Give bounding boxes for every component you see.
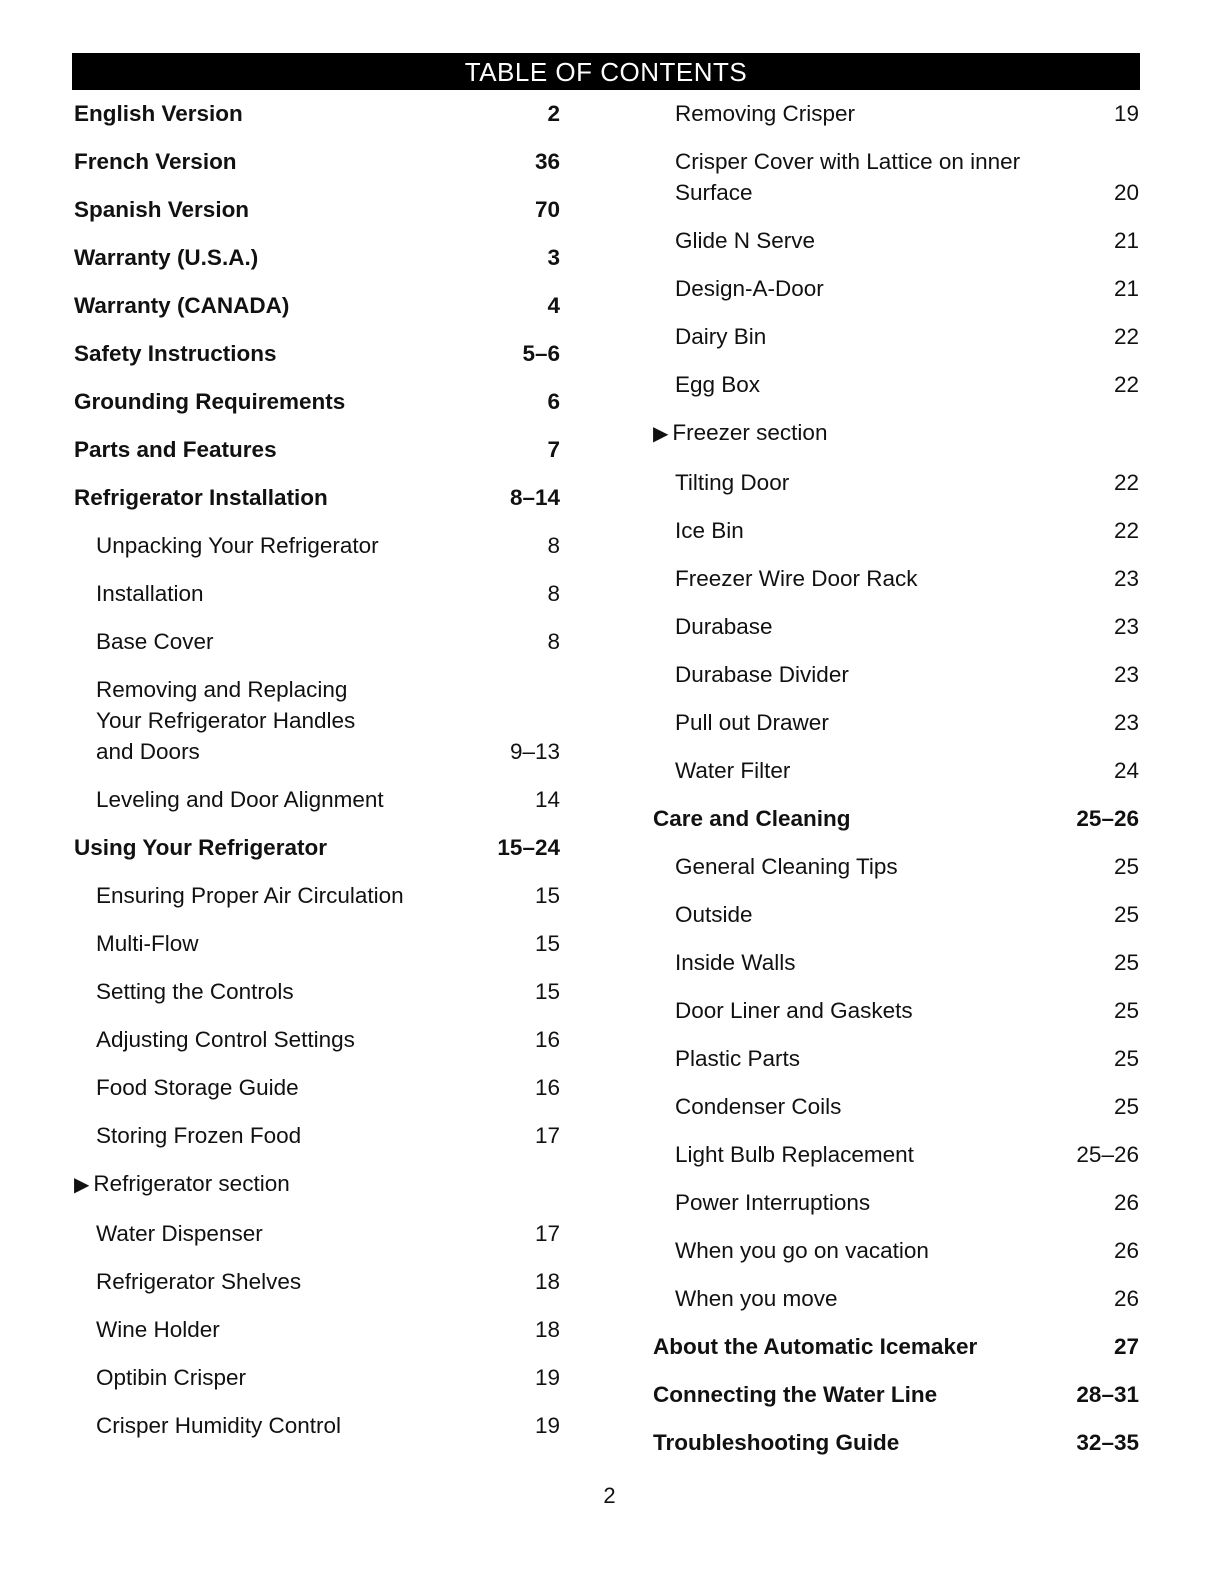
toc-entry-page: 26 <box>1113 1238 1139 1263</box>
toc-entry <box>74 578 560 609</box>
toc-entry-text: Ice Bin <box>675 518 744 543</box>
toc-entry-text: Using Your Refrigerator <box>74 835 327 860</box>
toc-entry-page: 25 <box>1113 854 1139 879</box>
toc-entry-page: 70 <box>534 197 560 222</box>
toc-entry-page: 4 <box>547 293 560 318</box>
toc-entry-page: 21 <box>1113 228 1139 253</box>
toc-entry-page: 27 <box>1113 1334 1139 1359</box>
toc-entry-page: 20 <box>1113 180 1139 205</box>
toc-entry-label <box>653 1331 1139 1362</box>
toc-entry-label <box>74 530 560 561</box>
toc-entry-text: Inside Walls <box>675 950 796 975</box>
toc-entry-label <box>653 273 1139 304</box>
toc-entry <box>74 338 560 369</box>
toc-entry-label <box>74 1168 560 1201</box>
toc-entry <box>653 851 1139 882</box>
toc-entry-label <box>74 976 560 1007</box>
toc-entry-page: 28–31 <box>1076 1382 1139 1407</box>
toc-entry-text: Storing Frozen Food <box>96 1123 302 1148</box>
toc-entry-page: 26 <box>1113 1190 1139 1215</box>
toc-entry-page: 15 <box>534 883 560 908</box>
toc-entry-page: 14 <box>534 787 560 812</box>
toc-entry-label <box>653 98 1139 129</box>
toc-entry-page: 18 <box>534 1269 560 1294</box>
toc-entry-text: Removing and Replacing Your Refrigerator Handles and Doors <box>96 677 356 764</box>
toc-entry-text: Setting the Controls <box>96 979 294 1004</box>
toc-entry-page: 23 <box>1113 662 1139 687</box>
toc-entry <box>653 146 1139 208</box>
toc-entry-label <box>74 1266 560 1297</box>
toc-entry-text: Door Liner and Gaskets <box>675 998 913 1023</box>
toc-entry-page: 21 <box>1113 276 1139 301</box>
toc-entry-page: 23 <box>1113 614 1139 639</box>
toc-entry-text: Condenser Coils <box>675 1094 842 1119</box>
toc-entry-page: 5–6 <box>522 341 560 366</box>
toc-entry-page: 15–24 <box>497 835 560 860</box>
toc-entry-text: Tilting Door <box>675 470 790 495</box>
toc-entry <box>74 832 560 863</box>
toc-entry <box>653 1235 1139 1266</box>
toc-entry-text: Refrigerator Installation <box>74 485 328 510</box>
toc-entry-page: 2 <box>547 101 560 126</box>
toc-entry-text: Light Bulb Replacement <box>675 1142 914 1167</box>
toc-entry-page: 25 <box>1113 902 1139 927</box>
toc-entry <box>653 755 1139 786</box>
toc-title: TABLE OF CONTENTS <box>464 57 748 87</box>
toc-entry-text: Pull out Drawer <box>675 710 829 735</box>
toc-entry-text: Refrigerator Shelves <box>96 1269 302 1294</box>
toc-entry-label <box>653 803 1139 834</box>
toc-entry-text: Food Storage Guide <box>96 1075 299 1100</box>
toc-entry <box>653 98 1139 129</box>
toc-entry-label <box>74 674 560 767</box>
toc-entry <box>74 674 560 767</box>
toc-entry-label <box>74 1024 560 1055</box>
toc-entry-label <box>653 417 1139 450</box>
toc-entry-page: 19 <box>534 1413 560 1438</box>
toc-entry-text: Unpacking Your Refrigerator <box>96 533 379 558</box>
toc-entry <box>653 369 1139 400</box>
toc-entry-label <box>74 832 560 863</box>
toc-entry <box>653 1043 1139 1074</box>
toc-entry-text: When you go on vacation <box>675 1238 929 1263</box>
toc-entry-text: Ensuring Proper Air Circulation <box>96 883 404 908</box>
toc-entry-page: 8–14 <box>509 485 560 510</box>
triangle-right-icon: ▶ <box>653 423 669 445</box>
toc-entry-label <box>74 482 560 513</box>
toc-entry <box>74 98 560 129</box>
toc-entry-page: 23 <box>1113 710 1139 735</box>
toc-entry-label <box>653 1091 1139 1122</box>
toc-entry-text: Removing Crisper <box>675 101 856 126</box>
toc-entry <box>653 515 1139 546</box>
toc-entry-label <box>653 1427 1139 1458</box>
toc-entry-label <box>74 386 560 417</box>
toc-entry-page: 9–13 <box>509 739 560 764</box>
toc-entry <box>653 225 1139 256</box>
toc-entry <box>653 321 1139 352</box>
toc-entry-page: 32–35 <box>1076 1430 1139 1455</box>
toc-entry-label <box>74 1218 560 1249</box>
toc-entry-label <box>653 369 1139 400</box>
toc-entry-text: Design-A-Door <box>675 276 824 301</box>
toc-entry-label <box>653 659 1139 690</box>
toc-entry-text: About the Automatic Icemaker <box>653 1334 978 1359</box>
toc-entry-text: Installation <box>96 581 204 606</box>
toc-entry-text: Freezer section <box>672 420 828 445</box>
toc-entry-page: 3 <box>547 245 560 270</box>
toc-entry <box>74 928 560 959</box>
toc-right-column <box>653 98 1139 1458</box>
toc-entry-page: 19 <box>1113 101 1139 126</box>
toc-entry-text: Optibin Crisper <box>96 1365 247 1390</box>
toc-entry <box>74 434 560 465</box>
toc-entry-page: 22 <box>1113 470 1139 495</box>
toc-entry-text: Crisper Cover with Lattice on inner Surface <box>675 149 1021 205</box>
toc-entry <box>74 976 560 1007</box>
toc-entry-label <box>653 1235 1139 1266</box>
toc-entry <box>74 1410 560 1441</box>
toc-entry-text: Water Dispenser <box>96 1221 263 1246</box>
toc-entry <box>653 659 1139 690</box>
toc-entry-text: Durabase <box>675 614 773 639</box>
toc-entry-label <box>74 626 560 657</box>
toc-entry <box>74 146 560 177</box>
toc-entry <box>74 242 560 273</box>
toc-entry <box>74 1362 560 1393</box>
toc-entry <box>653 707 1139 738</box>
toc-entry-label <box>653 1139 1139 1170</box>
toc-entry-label <box>653 707 1139 738</box>
toc-left-column <box>74 98 560 1441</box>
toc-entry-text: Multi-Flow <box>96 931 199 956</box>
toc-entry-text: Warranty (U.S.A.) <box>74 245 259 270</box>
toc-entry-page: 25 <box>1113 998 1139 1023</box>
toc-entry-page: 22 <box>1113 518 1139 543</box>
toc-entry-label <box>653 995 1139 1026</box>
toc-entry-page: 26 <box>1113 1286 1139 1311</box>
toc-entry <box>74 880 560 911</box>
toc-entry <box>653 611 1139 642</box>
toc-entry-text: Crisper Humidity Control <box>96 1413 342 1438</box>
toc-entry-label <box>74 194 560 225</box>
toc-entry <box>653 467 1139 498</box>
toc-entry-label <box>653 755 1139 786</box>
toc-entry <box>653 1187 1139 1218</box>
toc-entry <box>653 947 1139 978</box>
toc-entry-text: French Version <box>74 149 237 174</box>
toc-entry-label <box>74 98 560 129</box>
toc-entry-text: Egg Box <box>675 372 761 397</box>
toc-entry <box>74 1218 560 1249</box>
toc-entry-page: 25 <box>1113 1046 1139 1071</box>
toc-entry-page: 25 <box>1113 950 1139 975</box>
toc-entry-page: 16 <box>534 1075 560 1100</box>
toc-entry-label <box>653 899 1139 930</box>
toc-entry-text: Base Cover <box>96 629 214 654</box>
toc-entry <box>653 803 1139 834</box>
toc-entry <box>74 290 560 321</box>
toc-entry-label <box>74 1072 560 1103</box>
toc-entry-label <box>74 434 560 465</box>
toc-entry-text: Power Interruptions <box>675 1190 871 1215</box>
toc-entry <box>74 1266 560 1297</box>
toc-entry-text: Safety Instructions <box>74 341 277 366</box>
toc-entry-label <box>653 1187 1139 1218</box>
toc-entry-label <box>74 1362 560 1393</box>
toc-entry-label <box>653 611 1139 642</box>
toc-entry-page: 16 <box>534 1027 560 1052</box>
toc-entry-text: Refrigerator section <box>93 1171 290 1196</box>
toc-entry <box>653 1139 1139 1170</box>
toc-entry-text: Troubleshooting Guide <box>653 1430 900 1455</box>
toc-entry-label <box>74 928 560 959</box>
toc-entry-text: Outside <box>675 902 753 927</box>
toc-entry <box>74 1168 560 1201</box>
toc-entry <box>653 563 1139 594</box>
toc-entry-label <box>653 1283 1139 1314</box>
toc-entry-text: Leveling and Door Alignment <box>96 787 384 812</box>
toc-entry-text: Connecting the Water Line <box>653 1382 938 1407</box>
toc-entry-text: Parts and Features <box>74 437 277 462</box>
toc-entry <box>653 899 1139 930</box>
toc-entry-page: 8 <box>547 581 560 606</box>
toc-entry-page: 25–26 <box>1076 806 1139 831</box>
toc-entry-text: Plastic Parts <box>675 1046 801 1071</box>
toc-entry-text: Water Filter <box>675 758 791 783</box>
toc-entry <box>653 1091 1139 1122</box>
toc-entry <box>74 482 560 513</box>
toc-entry-text: Grounding Requirements <box>74 389 346 414</box>
toc-entry-page: 22 <box>1113 324 1139 349</box>
toc-entry-page: 7 <box>547 437 560 462</box>
toc-entry-label <box>653 563 1139 594</box>
toc-entry-text: Adjusting Control Settings <box>96 1027 355 1052</box>
toc-entry <box>74 1314 560 1345</box>
toc-entry-page: 15 <box>534 931 560 956</box>
toc-entry-page: 8 <box>547 629 560 654</box>
toc-entry <box>653 417 1139 450</box>
toc-entry-text: Freezer Wire Door Rack <box>675 566 918 591</box>
toc-entry <box>74 194 560 225</box>
toc-entry-page: 23 <box>1113 566 1139 591</box>
triangle-right-icon: ▶ <box>74 1174 90 1196</box>
toc-entry-page: 36 <box>534 149 560 174</box>
toc-entry <box>74 1120 560 1151</box>
toc-entry-label <box>74 784 560 815</box>
toc-entry-label <box>74 290 560 321</box>
toc-entry <box>74 1072 560 1103</box>
toc-entry <box>653 273 1139 304</box>
toc-entry-label <box>653 225 1139 256</box>
toc-entry-text: Glide N Serve <box>675 228 816 253</box>
toc-entry-label <box>74 242 560 273</box>
toc-entry <box>74 784 560 815</box>
toc-entry-text: Spanish Version <box>74 197 250 222</box>
toc-entry-text: Dairy Bin <box>675 324 767 349</box>
toc-entry-label <box>74 578 560 609</box>
toc-entry-text: Care and Cleaning <box>653 806 851 831</box>
toc-entry-page: 15 <box>534 979 560 1004</box>
toc-entry <box>653 1427 1139 1458</box>
toc-entry <box>653 995 1139 1026</box>
toc-entry-page: 17 <box>534 1123 560 1148</box>
toc-entry <box>74 530 560 561</box>
toc-entry-label <box>653 515 1139 546</box>
toc-entry <box>74 626 560 657</box>
toc-entry-label <box>74 1410 560 1441</box>
toc-entry-label <box>653 947 1139 978</box>
toc-entry-page: 6 <box>547 389 560 414</box>
toc-entry <box>653 1283 1139 1314</box>
toc-entry-page: 25–26 <box>1076 1142 1139 1167</box>
toc-entry-text: When you move <box>675 1286 838 1311</box>
toc-entry <box>74 386 560 417</box>
toc-entry-page: 18 <box>534 1317 560 1342</box>
toc-entry-label <box>653 467 1139 498</box>
toc-entry-label <box>653 851 1139 882</box>
toc-entry-page: 24 <box>1113 758 1139 783</box>
toc-entry-label <box>74 1120 560 1151</box>
toc-entry <box>653 1331 1139 1362</box>
toc-entry-text: Wine Holder <box>96 1317 220 1342</box>
toc-entry-label <box>653 1043 1139 1074</box>
toc-entry-page: 22 <box>1113 372 1139 397</box>
toc-entry-label <box>74 338 560 369</box>
toc-entry-text: Durabase Divider <box>675 662 849 687</box>
toc-entry-page: 8 <box>547 533 560 558</box>
toc-entry <box>74 1024 560 1055</box>
toc-entry-label <box>653 146 1139 208</box>
toc-entry-label <box>74 880 560 911</box>
toc-entry-text: Warranty (CANADA) <box>74 293 290 318</box>
toc-entry <box>653 1379 1139 1410</box>
toc-entry-page: 25 <box>1113 1094 1139 1119</box>
toc-entry-label <box>74 146 560 177</box>
page-number: 2 <box>603 1483 616 1508</box>
toc-entry-page: 17 <box>534 1221 560 1246</box>
toc-entry-text: English Version <box>74 101 243 126</box>
toc-entry-text: General Cleaning Tips <box>675 854 898 879</box>
toc-entry-page: 19 <box>534 1365 560 1390</box>
toc-entry-label <box>653 321 1139 352</box>
toc-entry-label <box>74 1314 560 1345</box>
toc-title-bar <box>72 53 1140 90</box>
toc-entry-label <box>653 1379 1139 1410</box>
